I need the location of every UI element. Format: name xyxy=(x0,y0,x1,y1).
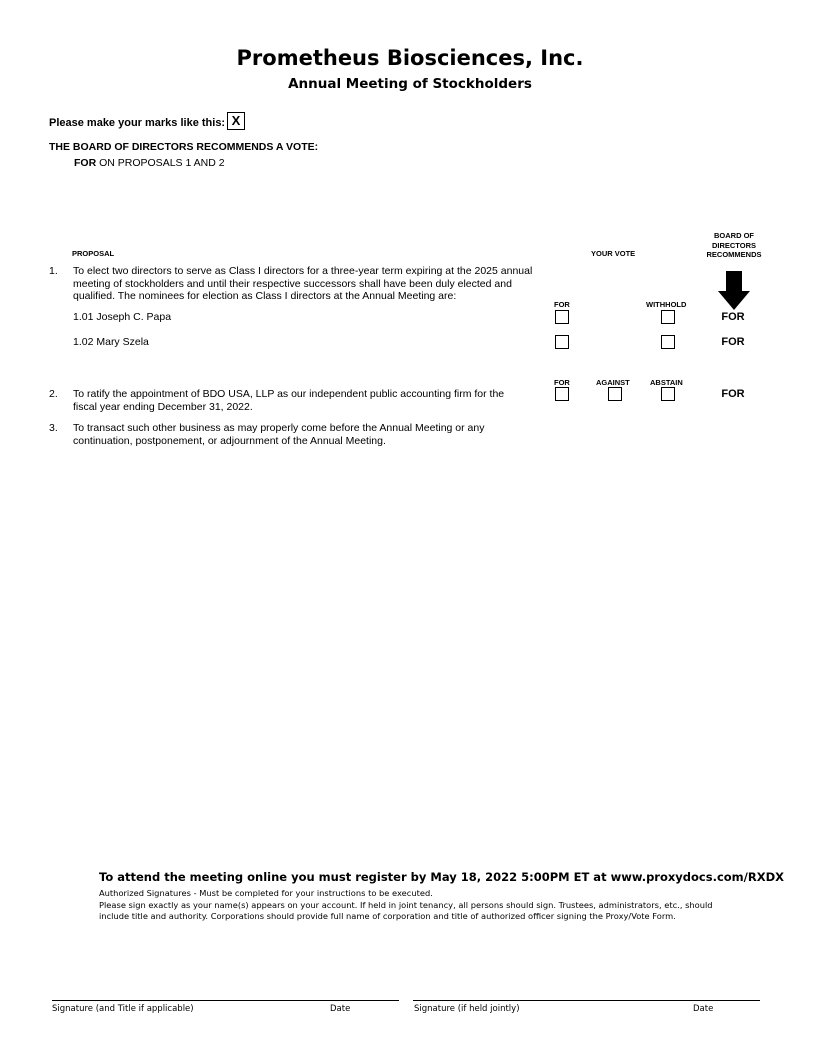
nominee-2-withhold-checkbox[interactable] xyxy=(661,335,675,349)
sign-instructions: Please sign exactly as your name(s) appears on your account. If held in joint tenancy, all persons should sign. Trustees, administrators, etc., should include title and authority. Corporations should provide full name of corporation and title of authorized officer signing the Proxy/Vote Form. xyxy=(99,900,713,922)
proposal-2-for-checkbox[interactable] xyxy=(555,387,569,401)
proposal-1-withhold-header: WITHHOLD xyxy=(646,300,687,309)
proposal-2-against-checkbox[interactable] xyxy=(608,387,622,401)
nominee-1-withhold-checkbox[interactable] xyxy=(661,310,675,324)
page-title: Prometheus Biosciences, Inc. xyxy=(236,46,584,70)
proposal-2-for-header: FOR xyxy=(554,378,570,387)
proposal-column-header: PROPOSAL xyxy=(72,249,115,258)
signature-2-label: Signature (if held jointly) xyxy=(414,1004,520,1014)
board-recommendation-summary xyxy=(74,157,225,169)
marks-instruction: Please make your marks like this: xyxy=(49,117,226,129)
nominee-2-board-recommendation: FOR xyxy=(721,336,745,348)
proposal-3-number: 3. xyxy=(49,422,58,434)
board-header-line2: DIRECTORS xyxy=(711,240,757,250)
signature-line-1[interactable] xyxy=(52,1000,399,1001)
your-vote-column-header: YOUR VOTE xyxy=(591,249,636,258)
down-arrow-icon xyxy=(717,271,751,311)
date-1-label: Date xyxy=(330,1004,351,1014)
proposal-2-abstain-checkbox[interactable] xyxy=(661,387,675,401)
proposal-2-board-recommendation: FOR xyxy=(721,388,745,400)
signature-1-label: Signature (and Title if applicable) xyxy=(52,1004,194,1014)
nominee-2-for-checkbox[interactable] xyxy=(555,335,569,349)
proposal-1-number: 1. xyxy=(49,265,58,277)
proposal-2-number: 2. xyxy=(49,388,58,400)
proposal-1-text: To elect two directors to serve as Class I directors for a three-year term expiring at the 2025 annual meeting of stockholders and until their respective successors shall have been duly elected and qualified. The nominees for election as Class I directors at the Annual Meeting are: xyxy=(73,265,533,303)
proposal-3-text: To transact such other business as may properly come before the Annual Meeting or any continuation, postponement, or adjournment of the Annual Meeting. xyxy=(73,422,485,447)
register-notice: To attend the meeting online you must register by May 18, 2022 5:00PM ET at www.proxydocs.com/RXDX xyxy=(99,870,784,884)
board-header-line1: BOARD OF xyxy=(714,231,754,240)
board-recommendation-heading: THE BOARD OF DIRECTORS RECOMMENDS A VOTE: xyxy=(49,141,319,153)
for-word: FOR xyxy=(74,157,97,169)
signature-line-2[interactable] xyxy=(413,1000,760,1001)
on-proposals-text: ON PROPOSALS 1 AND 2 xyxy=(99,157,225,169)
nominee-1-board-recommendation: FOR xyxy=(721,311,745,323)
mark-example-box: X xyxy=(227,112,245,130)
nominee-1-label: 1.01 Joseph C. Papa xyxy=(73,311,172,323)
proposal-1-for-header: FOR xyxy=(554,300,570,309)
proposal-2-against-header: AGAINST xyxy=(596,378,630,387)
page-subtitle: Annual Meeting of Stockholders xyxy=(288,76,532,92)
board-header-line3: RECOMMENDS xyxy=(706,250,762,259)
proposal-2-text: To ratify the appointment of BDO USA, LLP as our independent public accounting firm for the fiscal year ending December 31, 2022. xyxy=(73,388,505,413)
nominee-1-for-checkbox[interactable] xyxy=(555,310,569,324)
proposal-2-abstain-header: ABSTAIN xyxy=(650,378,683,387)
nominee-2-label: 1.02 Mary Szela xyxy=(73,336,149,348)
authorized-signatures-note: Authorized Signatures - Must be completed for your instructions to be executed. xyxy=(99,888,433,898)
board-recommends-column-header xyxy=(700,231,768,260)
date-2-label: Date xyxy=(693,1004,714,1014)
